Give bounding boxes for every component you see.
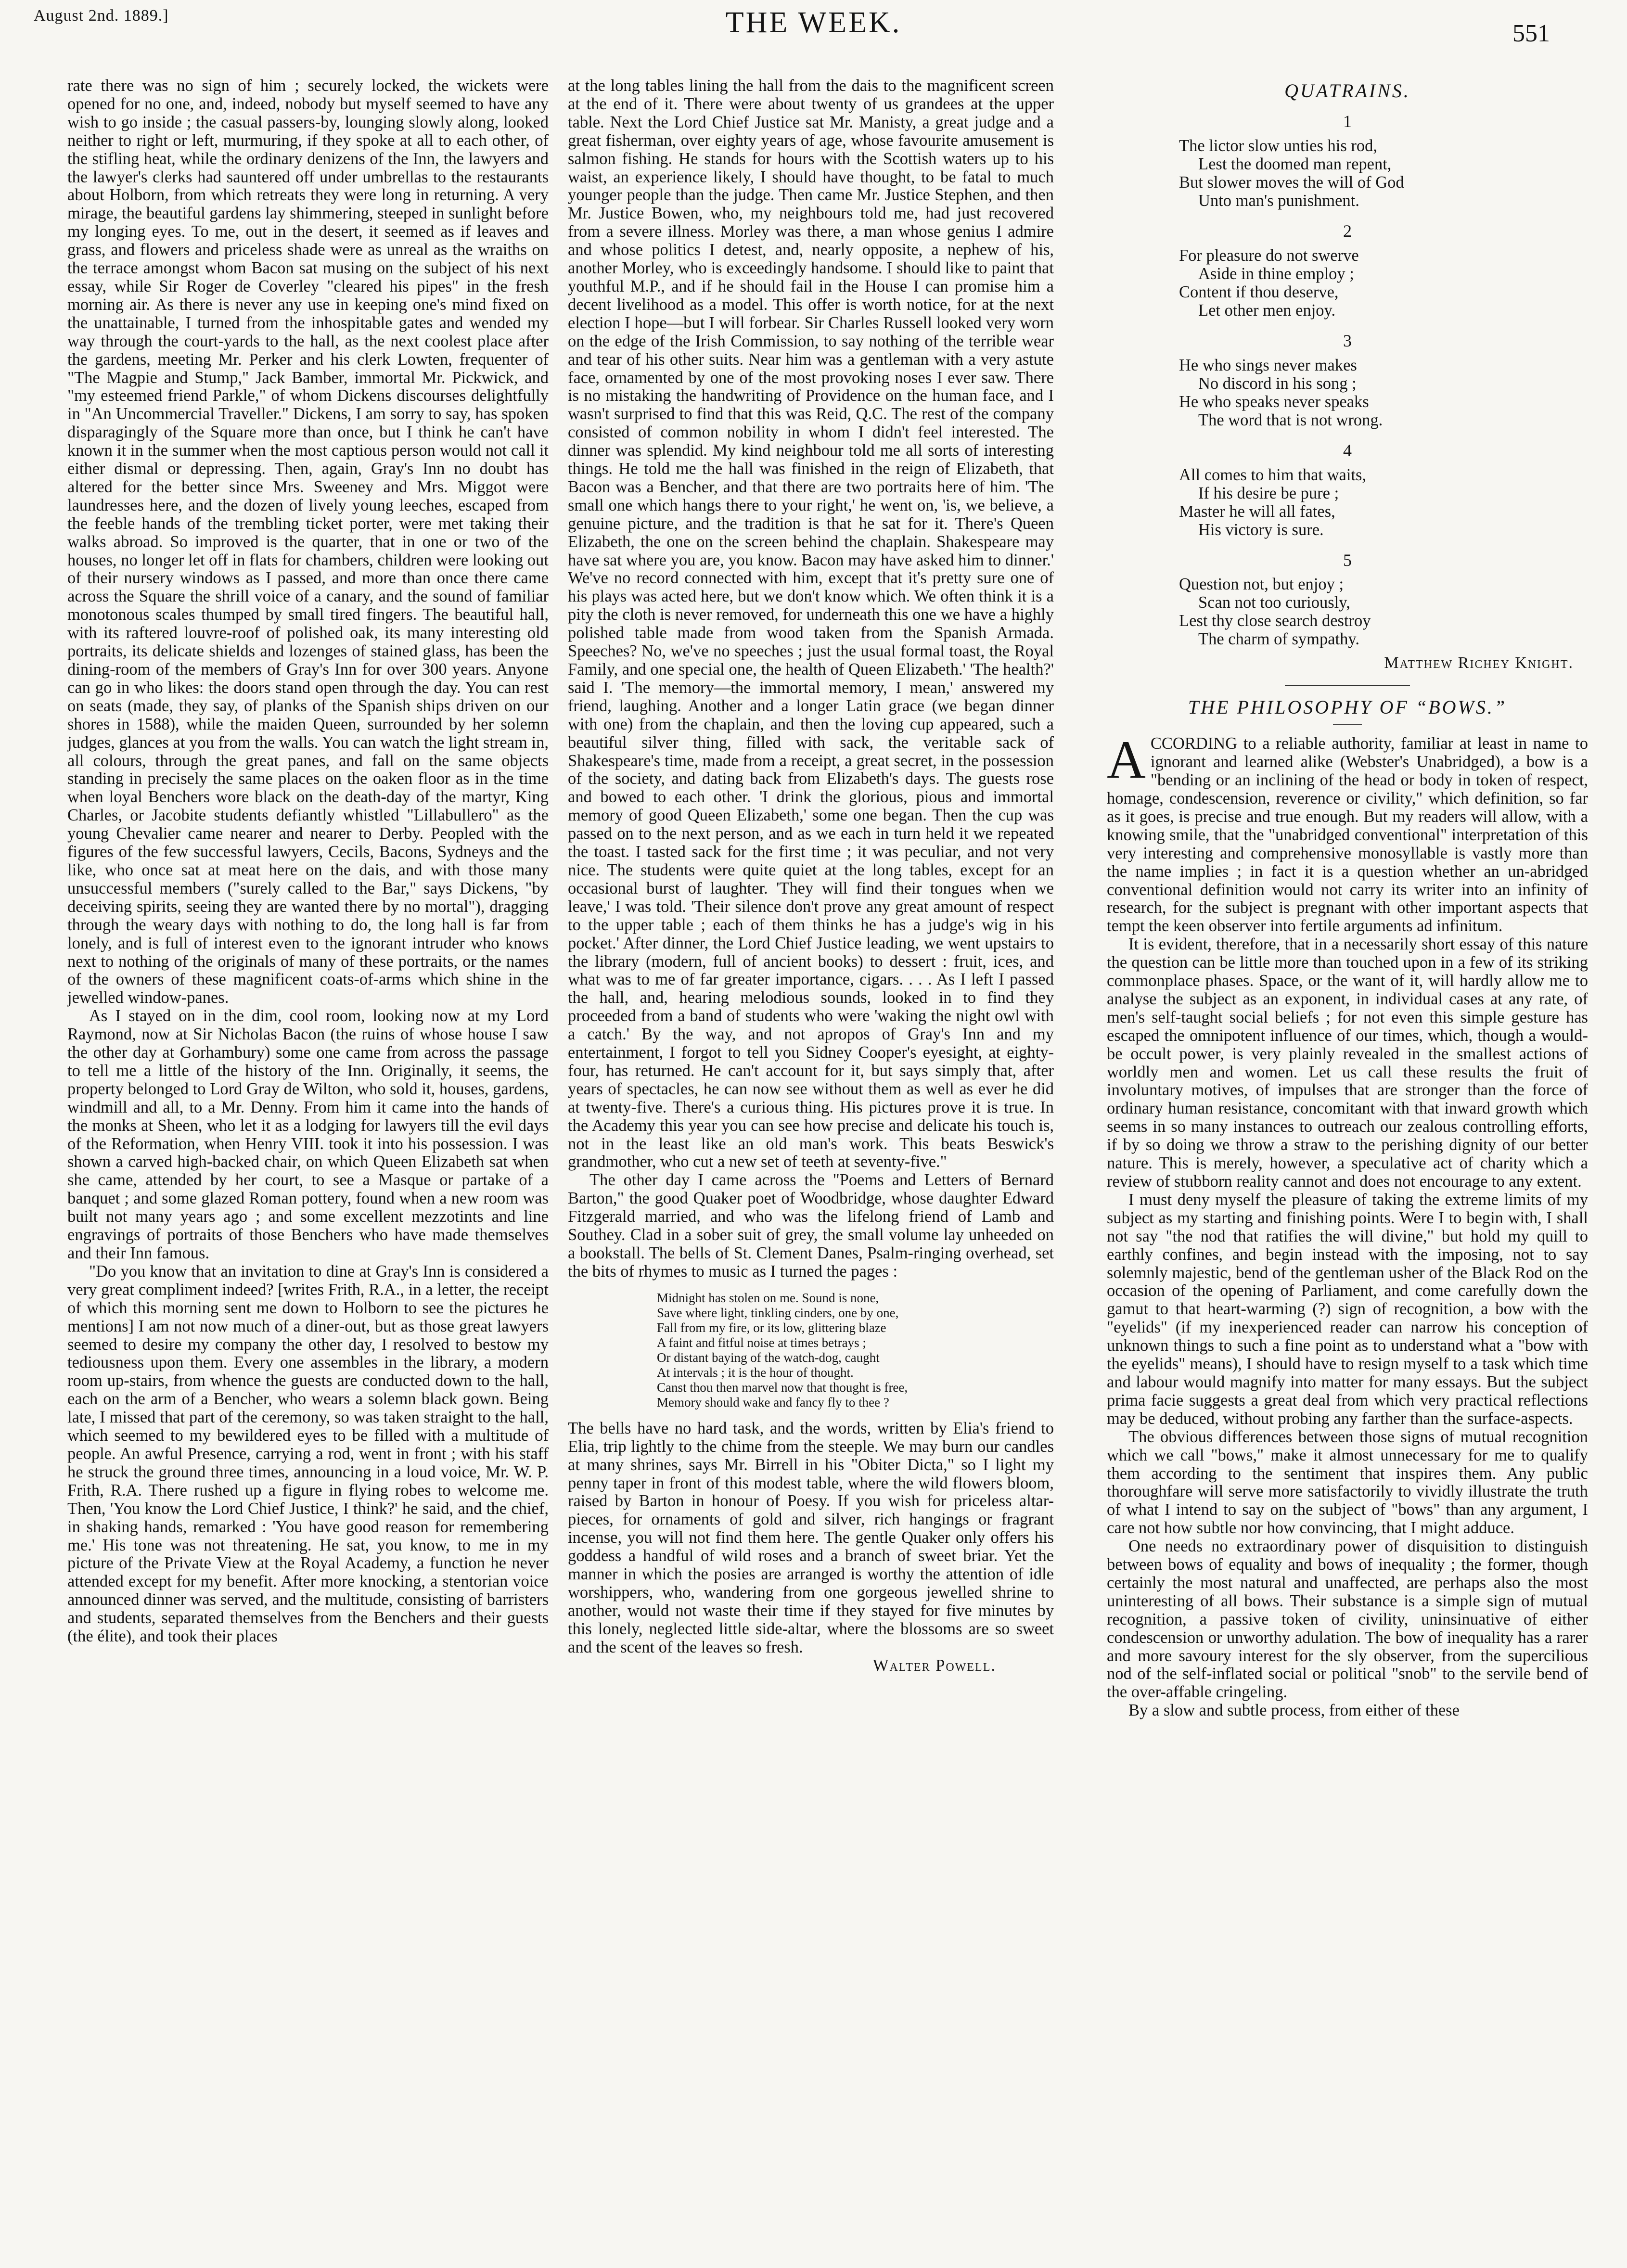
verse-line: Aside in thine employ ; (1198, 264, 1354, 283)
poem-line: Memory should wake and fancy fly to thee ? (657, 1395, 889, 1409)
stanza-number: 5 (1343, 550, 1352, 570)
stanza (1107, 137, 1588, 210)
paragraph: ACCORDING to a reliable authority, familiar at least in name to ignorant and learned alike (Webster's Unabridged), a bow is a "bending or an inclining of the head or body in token of respect, homage, condescension, reverence or civility," which definition, so far as it goes, is precise and true enough. But my readers will allow, with a knowing smile, that the "unabridged conventional" interpretation of this very interesting and comprehensive monosyllable is vastly more than the name implies ; in fact it is a question whether an un-abridged conventional definition would not carry its writer into an infinity of research, for the subject is pregnant with other important aspects that tempt the keen observer into fertile arguments ad infinitum. (1107, 730, 1588, 935)
masthead-title: THE WEEK. (725, 6, 902, 39)
verse-line: No discord in his song ; (1198, 374, 1357, 393)
paragraph: As I stayed on in the dim, cool room, looking now at my Lord Raymond, now at Sir Nicholas Bacon (the ruins of whose house I saw the other day at Gorhambury) some one came from across the passage to tell me a little of the history of the Inn. Originally, it seems, the property belonged to Lord Gray de Wilton, who sold it, houses, gardens, windmill and all, to a Mr. Denny. From him it came into the hands of the monks at Sheen, who let it as a lodging for lawyers till the evil days of the Reformation, when Henry VIII. took it into his possession. I was shown a carved high-backed chair, on which Queen Elizabeth sat when she came, attended by her court, to see a Masque or partake of a banquet ; and some glazed Roman pottery, found when a new room was built not many years ago ; and some excellent mezzotints and line engravings of portraits of those Benchers who have made themselves and their Inn famous. (67, 1007, 549, 1262)
verse-line: For pleasure do not swerve (1179, 246, 1359, 265)
verse-line: The lictor slow unties his rod, (1179, 136, 1378, 155)
stanza (1107, 356, 1588, 429)
verse-line: Let other men enjoy. (1198, 301, 1336, 320)
verse-line: The charm of sympathy. (1198, 630, 1359, 649)
article-title: THE PHILOSOPHY OF “BOWS.” (1188, 696, 1507, 718)
stanza-number: 3 (1343, 331, 1352, 350)
column-3 (1107, 77, 1588, 1720)
poem-line: Save where light, tinkling cinders, one by one, (657, 1305, 899, 1320)
author-signature: Walter Powell. (872, 1656, 996, 1675)
paragraph: I must deny myself the pleasure of taking the extreme limits of my subject as my starting and finishing points. Were I to begin with, I shall not say "the nod that ratifies the will divine," but hold my quill to earthly confines, and begin instead with the imposing, not to say solemnly majestic, bend of the gentleman usher of the Black Rod on the occasion of the opening of Parliament, and come carefully down the gamut to that heart-warming (?) sign of recognition, a bow with the "eyelids" (if my inexperienced reader can narrow his conception of unknown things to such a fine point as to understand what a "bow with the eyelids" means), I should have to resign myself to a task which time and labour would magnify into matter for many essays. But the subject prima facie suggests a great deal from which very practical reflections may be deduced, without probing any farther than the surface-aspects. (1107, 1190, 1588, 1428)
verse-line: Master he will all fates, (1179, 502, 1335, 521)
paragraph: The bells have no hard task, and the words, written by Elia's friend to Elia, trip lightly to the chime from the steeple. We may burn our candles at many shrines, says Mr. Birrell in his "Obiter Dicta," so I light my penny taper in front of this modest table, where the wild flowers bloom, raised by Barton in honour of Poesy. If you wish for priceless altar-pieces, for ornaments of gold and silver, rich hangings or fragrant incense, you will not find them here. The gentle Quaker only offers his goddess a handful of wild roses and a branch of sweet briar. Yet the manner in which the posies are arranged is worthy the attention of idle worshippers, who, wandering from one gorgeous jewelled shrine to another, would not waste their time if they stayed for five minutes by this lonely, neglected little side-altar, where the blossoms are so sweet and the scent of the leaves so fresh. (568, 1419, 1054, 1656)
verse-line: If his desire be pure ; (1198, 484, 1339, 502)
paragraph: By a slow and subtle process, from either of these (1128, 1701, 1460, 1720)
verse-line: He who sings never makes (1179, 356, 1357, 374)
paragraph: at the long tables lining the hall from the dais to the magnificent screen at the end of it. There were about twenty of us grandees at the upper table. Next the Lord Chief Justice sat Mr. Manisty, a great judge and a great fisherman, over eighty years of age, whose favourite amusement is salmon fishing. He stands for hours with the Scottish waters up to his waist, an experience likely, I should have thought, to be fatal to much younger people than the judge. Then came Mr. Justice Stephen, and then Mr. Justice Bowen, who, my neighbours told me, had just recovered from a severe illness. Morley was there, a man whose genius I admire and whose politics I detest, and, nearly opposite, a nephew of his, another Morley, who is exceedingly handsome. I should like to paint that youthful M.P., and if he should fail in the House I can promise him a decent livelihood as a model. This offer is worth notice, for at the next election I hope—but I will forbear. Sir Charles Russell looked very worn on the edge of the Irish Commission, to say nothing of the terrible wear and tear of his other suits. Near him was a gentleman with a very astute face, ornamented by one of the most provoking noses I ever saw. There is no mistaking the handwriting of Providence on the human face, and I wasn't surprised to find that this was Reid, Q.C. The rest of the company consisted of common nobility in whom I didn't feel interested. The dinner was splendid. My kind neighbour told me all sorts of interesting things. He told me the hall was finished in the reign of Elizabeth, that Bacon was a Bencher, and that there are two portraits here of him. 'The small one which hangs there to your right,' he went on, 'is, we believe, a genuine picture, and the tradition is that he sat for it. There's Queen Elizabeth, the one on the screen behind the chaplain. Shakespeare may have sat where you are, you know. Bacon may have asked him to dinner.' We've no record connected with him, except that it's pretty sure one of his plays was acted here, but we don't know which. We often think it is a pity the cloth is never removed, for underneath this one we have a highly polished table made from wood taken from the Spanish Armada. Speeches? No, we've no speeches ; just the usual formal toast, the Royal Family, and one special one, the health of Queen Elizabeth.' 'The health?' said I. 'The memory—the immortal memory, I mean,' answered my friend, laughing. Another and a longer Latin grace (we began dinner with one) from the chaplain, and then the loving cup appeared, such a beautiful silver thing, filled with sack, the veritable sack of Shakespeare's time, made from a receipt, a great secret, in the possession of the society, and dating back from Elizabeth's days. The guests rose and bowed to each other. 'I drink the glorious, pious and immortal memory of good Queen Elizabeth,' some one began. Then the cup was passed on to the next person, and as we each in turn held it we repeated the toast. I tasted sack for the first time ; it was peculiar, and not very nice. The students were quite quiet at the long tables, except for an occasional burst of laughter. 'They will find their tongues when we leave,' I was told. 'Their silence don't prove any great amount of respect to the upper table ; each of them thinks he has a judge's wig in his pocket.' After dinner, the Lord Chief Justice leading, we went upstairs to the library (modern, full of ancient books) to dessert : fruit, ices, and what was to me of far greater importance, cigars. . . . As I left I passed the hall, and, hearing melodious sounds, looked in to find they proceeded from a band of students who were 'waking the night owl with a catch.' By the way, and not apropos of Gray's Inn and my entertainment, I forgot to tell you Sidney Cooper's eyesight, at eighty-four, has returned. He can't account for it, but says simply that, after years of spectacles, he can now see without them as well as ever he did at twenty-five. There's a curious thing. His pictures prove it is true. In the Academy this year you can see how precise and delicate his touch is, not in the least like an old man's work. This beats Beswick's grandmother, who cut a new set of teeth at seventy-five." (568, 77, 1054, 1171)
verse-line: Scan not too curiously, (1198, 593, 1350, 612)
title-rule (1333, 724, 1362, 725)
page-number: 551 (1512, 20, 1550, 47)
quatrains-title: QUATRAINS. (1284, 80, 1410, 102)
barton-poem (568, 1291, 1054, 1410)
verse-line: Lest the doomed man repent, (1198, 154, 1392, 173)
verse-line: Content if thou deserve, (1179, 282, 1339, 301)
verse-line: Unto man's punishment. (1198, 191, 1359, 210)
stanza (1107, 246, 1588, 320)
stanza (1107, 575, 1588, 648)
verse-line: Question not, but enjoy ; (1179, 575, 1344, 594)
stanza-number: 1 (1343, 111, 1352, 131)
stanza-number: 4 (1343, 440, 1352, 460)
paragraph: The other day I came across the "Poems and Letters of Bernard Barton," the good Quaker poet of Woodbridge, whose daughter Edward Fitzgerald married, and who was the lifelong friend of Lamb and Southey. Clad in a sober suit of grey, the small volume lay unheeded on a bookstall. The bells of St. Clement Danes, Psalm-ringing overhead, set the bits of rhymes to music as I turned the pages : (568, 1171, 1054, 1281)
column-1 (67, 77, 549, 1646)
poem-line: Fall from my fire, or its low, glittering blaze (657, 1320, 886, 1335)
paragraph: "Do you know that an invitation to dine at Gray's Inn is considered a very great compliment indeed? [writes Frith, R.A., in a letter, the receipt of which this morning sent me down to Holborn to see the pictures he mentions] I am not now much of a diner-out, but as those great lawyers seemed to desire my company the other day, I resolved to bestow my tediousness upon them. Every one assembles in the library, a modern room up-stairs, from whence the guests are conducted down to the hall, each on the arm of a Bencher, who wears a solemn black gown. Being late, I missed that part of the ceremony, so was taken straight to the hall, which seemed to my bewildered eyes to be filled with a multitude of people. An awful Presence, carrying a rod, went in front ; with his staff he struck the ground three times, announcing in a loud voice, Mr. W. P. Frith, R.A. There rushed up a figure in flying robes to welcome me. Then, 'You know the Lord Chief Justice, I think?' he said, and the chief, in shaking hands, remarked : 'You have good reason for remembering me.' His tone was not threatening. He sat, you know, to me in my picture of the Private View at the Royal Academy, a function he never attended except for my benefit. After more knocking, a stentorian voice announced dinner was served, and the multitude, consisting of barristers and students, separated themselves from the Benchers and their guests (the élite), and took their places (67, 1262, 549, 1646)
drop-cap: A (1107, 730, 1146, 790)
poem-line: Or distant baying of the watch-dog, caught (657, 1350, 880, 1365)
verse-line: Lest thy close search destroy (1179, 612, 1371, 630)
poem-line: Canst thou then marvel now that thought is free, (657, 1380, 908, 1395)
paragraph: One needs no extraordinary power of disquisition to distinguish between bows of equality and bows of inequality ; the former, though certainly the most natural and unaffected, are perhaps also the most uninteresting of all bows. Their substance is a simple sign of mutual recognition, a passive token of civility, uninsinuative of either condescension or unworthy adulation. The bow of inequality has a rarer and more savoury interest for the sly observer, from the supercilious nod of the self-inflated social or political "snob" to the servile bend of the over-affable cringeling. (1107, 1537, 1588, 1702)
paragraph: The obvious differences between those signs of mutual recognition which we call "bows," make it almost unnecessary for me to qualify them according to the sentiment that inspires them. Any public thoroughfare will serve more satisfactorily to vividly illustrate the truth of what I intend to say on the subject of "bows" than any argument, I care not how subtle nor how convincing, that I might adduce. (1107, 1427, 1588, 1538)
paragraph: It is evident, therefore, that in a necessarily short essay of this nature the question can be little more than touched upon in a few of its striking commonplace phases. Space, or the want of it, will hardly allow me to analyse the subject as an exponent, in individual cases at any rate, of men's self-taught social beliefs ; for not even this simple gesture has escaped the omnipotent influence of our times, which, though a would-be occult power, is very plainly revealed in the smallest actions of worldly men and women. Let us call these results the fruit of involuntary motives, of impulses that are stronger than the force of ordinary human resistance, concomitant with that inward growth which seems in so many instances to outreach our zealous controlling efforts, if by so doing we throw a straw to the perishing dignity of our better nature. This is merely, however, a speculative act of charity which a review of stubborn reality cannot and does not encourage to any extent. (1107, 935, 1588, 1191)
stanza (1107, 466, 1588, 539)
stanza-number: 2 (1343, 221, 1352, 241)
verse-line: He who speaks never speaks (1179, 392, 1369, 411)
page-header (0, 0, 1627, 79)
paragraph: rate there was no sign of him ; securely locked, the wickets were opened for no one, and, indeed, nobody but myself seemed to have any wish to go inside ; the casual passers-by, lounging slowly along, looked neither to right or left, murmuring, if they spoke at all to each other, of the stifling heat, while the ordinary denizens of the Inn, the lawyers and the lawyer's clerks had sauntered off under umbrellas to the restaurants about Holborn, from which retreats they were long in returning. A very mirage, the beautiful gardens lay shimmering, steeped in sunlight before my longing eyes. To me, out in the desert, it seemed as if leaves and grass, and flowers and priceless shade were as unreal as the wraiths on the terrace amongst whom Bacon sat musing on the subject of his next essay, while Sir Roger de Coverley "cleared his pipes" in the fresh morning air. As there is never any use in keeping one's mind fixed on the unattainable, I turned from the inhospitable gates and wended my way through the court-yards to the hall, as the next coolest place after the gardens, meeting Mr. Perker and his clerk Lowten, frequenter of "The Magpie and Stump," Jack Bamber, immortal Mr. Pickwick, and "my esteemed friend Parkle," of whom Dickens discourses delightfully in "An Uncommercial Traveller." Dickens, I am sorry to say, has spoken disparagingly of the Square more than once, but I think he can't have known it in the summer when the most captious person would not call it either dismal or depressing. Then, again, Gray's Inn no doubt has altered for the better since Mrs. Sweeney and Mrs. Miggot were laundresses here, and the dozen of lively young leeches, escaped from the feeble hands of the trembling ticket porter, were met taking their walks abroad. So improved is the quarter, that in one or two of the houses, no longer let off in flats for chambers, children were looking out of their nursery windows as I passed, and more than once there came across the Square the shrill voice of a canary, and the sound of familiar monotonous scales thumped by small tired fingers. The beautiful hall, with its raftered louvre-roof of polished oak, its many interesting old portraits, its delicate shields and lozenges of stained glass, has been the dining-room of the members of Gray's Inn for over 300 years. Anyone can go in who likes: the doors stand open through the day. You can rest on seats (made, they say, of planks of the Spanish ships driven on our shores in 1588), while the maiden Queen, surrounded by her solemn judges, glances at you from the walls. You can watch the light stream in, all colours, through the great panes, and fall on the same objects standing in precisely the same places on the oaken floor as in the time when loyal Benchers wore black on the death-day of the martyr, King Charles, or Jacobite students defiantly whistled "Lillabullero" as the young Chevalier came nearer and nearer to Derby. Peopled with the figures of the few successful lawyers, Cecils, Bacons, Sydneys and the like, who once sat at meat here on the dais, and with those many unsuccessful members ("surely called to the Bar," says Dickens, "by deceiving spirits, seeing they are wanted there by no mortal"), dragging through the weary days with nothing to do, the long hall is far from lonely, and is full of interest even to the ignorant intruder who knows next to nothing of the originals of many of these portraits, or the names of the owners of these magnificent coats-of-arms which shine in the jewelled window-panes. (67, 77, 549, 1007)
poem-line: Midnight has stolen on me. Sound is none, (657, 1290, 879, 1305)
column-2 (568, 77, 1054, 1675)
quatrains-author: Matthew Richey Knight. (1384, 654, 1574, 672)
verse-line: The word that is not wrong. (1198, 410, 1383, 429)
verse-line: His victory is sure. (1198, 520, 1324, 539)
poem-line: At intervals ; it is the hour of thought. (657, 1365, 854, 1380)
verse-line: All comes to him that waits, (1179, 465, 1367, 484)
poem-line: A faint and fitful noise at times betrays ; (657, 1335, 866, 1350)
issue-date: August 2nd. 1889.] (34, 7, 169, 25)
section-divider (1285, 685, 1410, 686)
verse-line: But slower moves the will of God (1179, 173, 1404, 192)
